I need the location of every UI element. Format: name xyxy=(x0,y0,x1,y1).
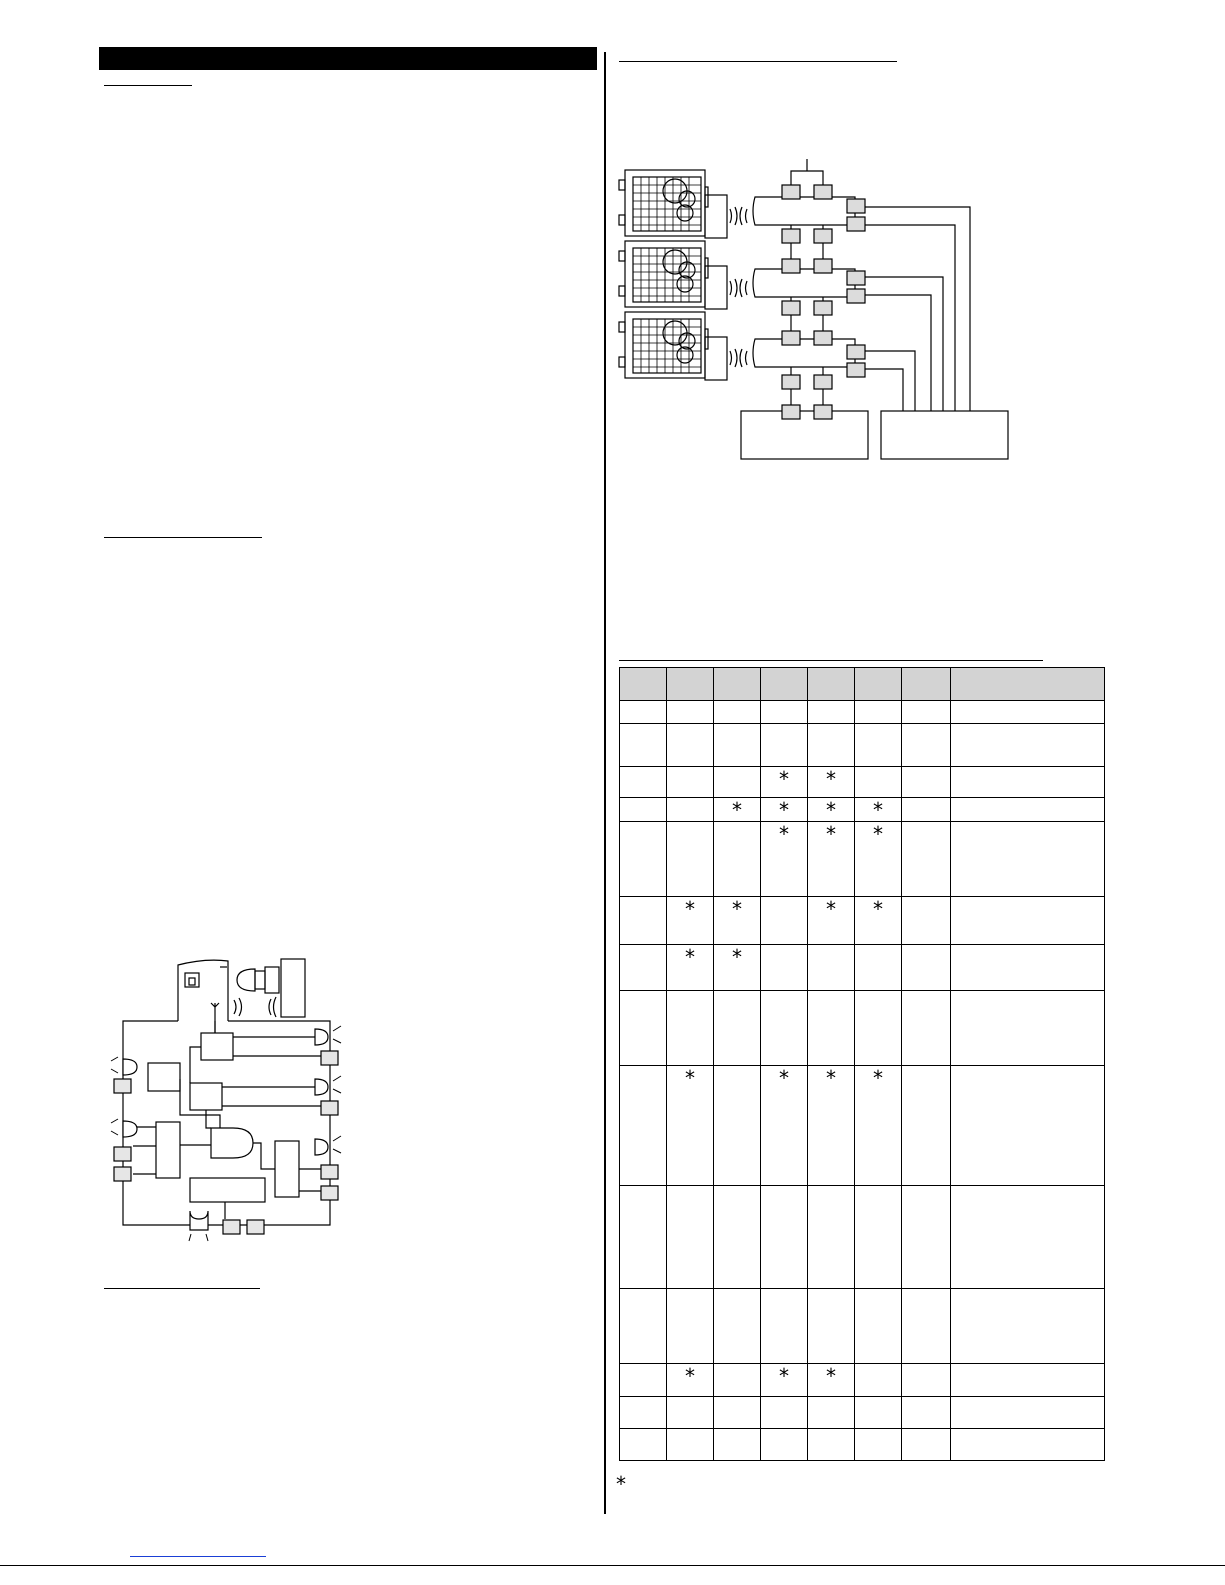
table-header-row xyxy=(620,668,1105,701)
table-cell xyxy=(761,1066,808,1186)
table-row xyxy=(620,1364,1105,1397)
table-cell xyxy=(902,945,951,991)
asterisk-mark: * xyxy=(873,798,883,822)
table-cell xyxy=(761,1186,808,1289)
table-cell xyxy=(808,724,855,767)
table-cell xyxy=(667,991,714,1066)
table-cell xyxy=(855,701,902,724)
asterisk-mark: * xyxy=(779,1066,789,1090)
table-cell xyxy=(667,1429,714,1461)
table-cell xyxy=(761,1429,808,1461)
unit-3 xyxy=(619,312,727,380)
table-row xyxy=(620,991,1105,1066)
table-header-cell xyxy=(902,668,951,701)
table-row xyxy=(620,1289,1105,1364)
table-cell xyxy=(951,1066,1105,1186)
table-cell xyxy=(951,897,1105,945)
section-header-bar xyxy=(99,47,597,70)
table-cell xyxy=(714,1429,761,1461)
table-cell xyxy=(620,1186,667,1289)
table-cell xyxy=(761,991,808,1066)
table-cell xyxy=(620,798,667,822)
subheading-rule-3 xyxy=(104,1288,260,1289)
subheading-rule-5 xyxy=(619,660,1043,661)
table-cell xyxy=(620,991,667,1066)
table-cell xyxy=(620,822,667,897)
asterisk-mark: * xyxy=(685,945,695,969)
table-cell xyxy=(808,822,855,897)
table-cell xyxy=(951,1429,1105,1461)
table-row xyxy=(620,822,1105,897)
table-cell xyxy=(620,945,667,991)
table-cell xyxy=(620,1397,667,1429)
block-diagram xyxy=(105,955,365,1255)
table-cell xyxy=(761,897,808,945)
table-cell xyxy=(808,1364,855,1397)
asterisk-mark: * xyxy=(685,1066,695,1090)
table-cell xyxy=(855,822,902,897)
table-row xyxy=(620,1397,1105,1429)
table-header-cell xyxy=(620,668,667,701)
table-row xyxy=(620,1429,1105,1461)
table-cell xyxy=(902,991,951,1066)
table-header-cell xyxy=(667,668,714,701)
table-cell xyxy=(902,1289,951,1364)
table-cell xyxy=(761,767,808,798)
table-cell xyxy=(620,724,667,767)
table-cell xyxy=(855,1429,902,1461)
table-cell xyxy=(714,1289,761,1364)
table-cell xyxy=(620,1289,667,1364)
table-cell xyxy=(761,822,808,897)
table-cell xyxy=(951,822,1105,897)
table-cell xyxy=(855,724,902,767)
subheading-rule-4 xyxy=(619,61,897,62)
table-header-cell xyxy=(951,668,1105,701)
table-cell xyxy=(761,1364,808,1397)
table-cell xyxy=(714,1397,761,1429)
table-cell xyxy=(951,1289,1105,1364)
table-cell xyxy=(902,1066,951,1186)
table-cell xyxy=(808,945,855,991)
asterisk-mark: * xyxy=(732,897,742,921)
table-cell xyxy=(855,991,902,1066)
unit-1 xyxy=(619,170,727,238)
asterisk-mark: * xyxy=(685,897,695,921)
table-cell xyxy=(620,1066,667,1186)
table-cell xyxy=(761,724,808,767)
table-cell xyxy=(951,724,1105,767)
feature-table xyxy=(619,667,1105,1461)
table-cell xyxy=(808,1186,855,1289)
table-cell xyxy=(667,822,714,897)
table-cell xyxy=(714,724,761,767)
table-cell xyxy=(951,945,1105,991)
table-cell xyxy=(761,945,808,991)
table-row xyxy=(620,798,1105,822)
footer-rule xyxy=(0,1565,1225,1566)
table-cell xyxy=(667,767,714,798)
table-cell xyxy=(902,1364,951,1397)
asterisk-mark: * xyxy=(685,1364,695,1388)
table-cell xyxy=(761,1289,808,1364)
table-header-cell xyxy=(761,668,808,701)
table-cell xyxy=(714,767,761,798)
table-cell xyxy=(714,945,761,991)
table-cell xyxy=(808,991,855,1066)
table-cell xyxy=(808,1429,855,1461)
table-cell xyxy=(808,767,855,798)
table-row xyxy=(620,945,1105,991)
table-cell xyxy=(951,1364,1105,1397)
table-cell xyxy=(902,822,951,897)
table-cell xyxy=(620,1429,667,1461)
table-cell xyxy=(714,822,761,897)
table-cell xyxy=(808,1397,855,1429)
table-cell xyxy=(620,767,667,798)
asterisk-mark: * xyxy=(779,798,789,822)
table-cell xyxy=(761,701,808,724)
table-row xyxy=(620,767,1105,798)
table-row xyxy=(620,701,1105,724)
table-cell xyxy=(855,1289,902,1364)
unit-2 xyxy=(619,241,727,309)
table-row xyxy=(620,724,1105,767)
table-cell xyxy=(951,701,1105,724)
table-cell xyxy=(667,1066,714,1186)
table-cell xyxy=(667,897,714,945)
table-cell xyxy=(714,1066,761,1186)
column-divider xyxy=(604,52,606,1514)
table-cell xyxy=(667,724,714,767)
table-cell xyxy=(667,1364,714,1397)
table-cell xyxy=(951,991,1105,1066)
subheading-rule-1 xyxy=(104,85,192,86)
table-cell xyxy=(620,1364,667,1397)
table-cell xyxy=(902,767,951,798)
table-cell xyxy=(667,1397,714,1429)
asterisk-mark: * xyxy=(826,798,836,822)
subheading-rule-2 xyxy=(104,537,262,538)
table-cell xyxy=(951,798,1105,822)
table-cell xyxy=(808,897,855,945)
table-cell xyxy=(667,701,714,724)
table-cell xyxy=(714,991,761,1066)
table-cell xyxy=(761,1397,808,1429)
table-cell xyxy=(714,798,761,822)
table-cell xyxy=(902,1429,951,1461)
asterisk-mark: * xyxy=(732,945,742,969)
table-cell xyxy=(855,945,902,991)
asterisk-mark: * xyxy=(826,1364,836,1388)
table-cell xyxy=(714,897,761,945)
asterisk-mark: * xyxy=(779,1364,789,1388)
table-cell xyxy=(667,798,714,822)
asterisk-mark: * xyxy=(826,822,836,846)
table-cell xyxy=(855,1397,902,1429)
table-cell xyxy=(620,701,667,724)
table-header-cell xyxy=(714,668,761,701)
footer-link[interactable] xyxy=(130,1556,266,1557)
table-cell xyxy=(808,1289,855,1364)
table-cell xyxy=(667,1186,714,1289)
asterisk-mark: * xyxy=(873,822,883,846)
table-row xyxy=(620,1186,1105,1289)
table-cell xyxy=(620,897,667,945)
table-cell xyxy=(667,1289,714,1364)
asterisk-mark: * xyxy=(873,1066,883,1090)
table-cell xyxy=(855,767,902,798)
table-cell xyxy=(855,1186,902,1289)
table-cell xyxy=(855,798,902,822)
table-cell xyxy=(808,1066,855,1186)
table-cell xyxy=(902,897,951,945)
table-cell xyxy=(902,701,951,724)
table-cell xyxy=(714,1186,761,1289)
table-row xyxy=(620,1066,1105,1186)
table-cell xyxy=(855,1364,902,1397)
table-header-cell xyxy=(855,668,902,701)
footnote-marker: * xyxy=(616,1472,626,1496)
asterisk-mark: * xyxy=(826,767,836,791)
table-cell xyxy=(808,701,855,724)
table-cell xyxy=(902,724,951,767)
table-cell xyxy=(714,701,761,724)
asterisk-mark: * xyxy=(779,822,789,846)
table-cell xyxy=(902,1186,951,1289)
table-cell xyxy=(855,897,902,945)
table-cell xyxy=(951,1397,1105,1429)
asterisk-mark: * xyxy=(826,897,836,921)
asterisk-mark: * xyxy=(826,1066,836,1090)
table-cell xyxy=(902,798,951,822)
asterisk-mark: * xyxy=(873,897,883,921)
table-header-cell xyxy=(808,668,855,701)
table-cell xyxy=(951,1186,1105,1289)
table-cell xyxy=(855,1066,902,1186)
system-diagram xyxy=(615,155,1015,465)
table-cell xyxy=(667,945,714,991)
table-cell xyxy=(951,767,1105,798)
table-cell xyxy=(902,1397,951,1429)
table-cell xyxy=(761,798,808,822)
table-row xyxy=(620,897,1105,945)
table-cell xyxy=(714,1364,761,1397)
table-cell xyxy=(808,798,855,822)
asterisk-mark: * xyxy=(779,767,789,791)
asterisk-mark: * xyxy=(732,798,742,822)
